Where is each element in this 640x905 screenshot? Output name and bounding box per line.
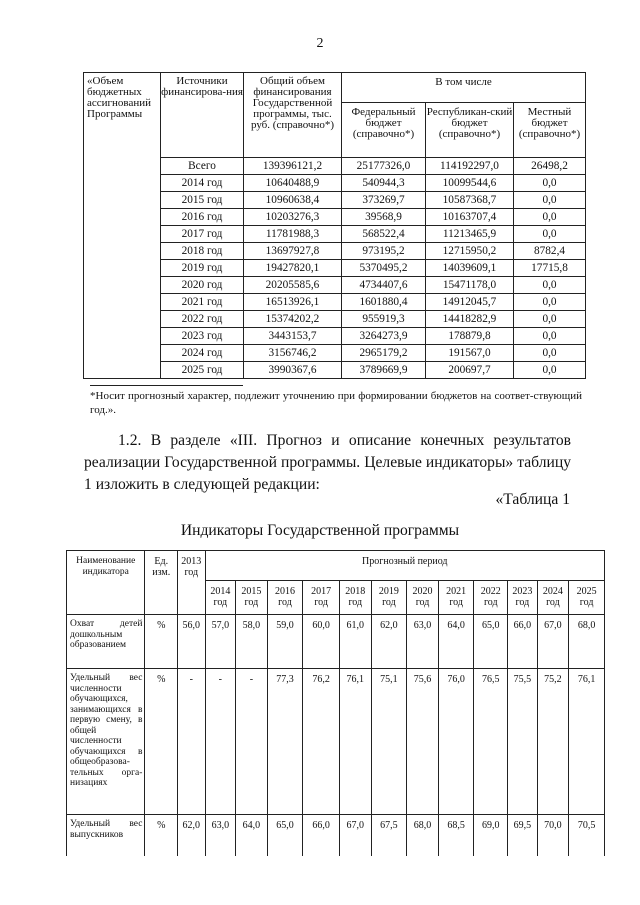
funding-head-local: Местный бюджет (справочно*) bbox=[514, 103, 586, 158]
funding-head-republic: Республикан-ский бюджет (справочно*) bbox=[426, 103, 514, 158]
funding-source-cell: Всего bbox=[161, 158, 244, 175]
indicator-value-cell: 76,2 bbox=[303, 669, 340, 815]
funding-federal-cell: 373269,7 bbox=[342, 192, 426, 209]
funding-local-cell: 0,0 bbox=[514, 345, 586, 362]
indicators-head-period: Прогнозный период bbox=[205, 551, 604, 581]
funding-local-cell: 0,0 bbox=[514, 175, 586, 192]
funding-total-cell: 15374202,2 bbox=[244, 311, 342, 328]
indicator-value-cell: 66,0 bbox=[508, 615, 538, 669]
funding-label-blank bbox=[84, 175, 161, 192]
funding-total-cell: 3990367,6 bbox=[244, 362, 342, 379]
indicator-value-cell: 57,0 bbox=[205, 615, 236, 669]
indicator-unit-cell: % bbox=[145, 815, 178, 857]
funding-local-cell: 17715,8 bbox=[514, 260, 586, 277]
funding-local-cell: 8782,4 bbox=[514, 243, 586, 260]
indicators-year-head: 2019 год bbox=[371, 581, 407, 615]
funding-source-cell: 2022 год bbox=[161, 311, 244, 328]
funding-federal-cell: 5370495,2 bbox=[342, 260, 426, 277]
funding-row bbox=[84, 345, 586, 362]
funding-federal-cell: 568522,4 bbox=[342, 226, 426, 243]
funding-republic-cell: 10587368,7 bbox=[426, 192, 514, 209]
funding-total-cell: 10203276,3 bbox=[244, 209, 342, 226]
funding-republic-cell: 11213465,9 bbox=[426, 226, 514, 243]
indicator-value-cell: 65,0 bbox=[267, 815, 303, 857]
indicator-value-cell: 68,0 bbox=[569, 615, 605, 669]
indicator-value-cell: - bbox=[236, 669, 268, 815]
funding-row bbox=[84, 226, 586, 243]
funding-total-cell: 19427820,1 bbox=[244, 260, 342, 277]
funding-republic-cell: 10099544,6 bbox=[426, 175, 514, 192]
funding-federal-cell: 955919,3 bbox=[342, 311, 426, 328]
indicators-head-name: Наименование индикатора bbox=[67, 551, 145, 615]
indicator-name-cell: Удельный вес выпускников bbox=[67, 815, 145, 857]
funding-source-cell: 2024 год bbox=[161, 345, 244, 362]
indicator-value-cell: 70,5 bbox=[569, 815, 605, 857]
funding-republic-cell: 114192297,0 bbox=[426, 158, 514, 175]
indicator-value-cell: 67,0 bbox=[340, 815, 372, 857]
indicators-year-head: 2016 год bbox=[267, 581, 303, 615]
funding-total-cell: 139396121,2 bbox=[244, 158, 342, 175]
table-caption: «Таблица 1 bbox=[495, 491, 570, 508]
funding-label-blank bbox=[84, 328, 161, 345]
indicator-unit-cell: % bbox=[145, 669, 178, 815]
indicator-value-cell: - bbox=[205, 669, 236, 815]
indicator-unit-cell: % bbox=[145, 615, 178, 669]
funding-republic-cell: 15471178,0 bbox=[426, 277, 514, 294]
funding-republic-cell: 191567,0 bbox=[426, 345, 514, 362]
indicators-year-head: 2015 год bbox=[236, 581, 268, 615]
funding-source-cell: 2025 год bbox=[161, 362, 244, 379]
funding-federal-cell: 25177326,0 bbox=[342, 158, 426, 175]
funding-republic-cell: 10163707,4 bbox=[426, 209, 514, 226]
funding-source-cell: 2017 год bbox=[161, 226, 244, 243]
funding-total-cell: 11781988,3 bbox=[244, 226, 342, 243]
indicator-value-cell: 66,0 bbox=[303, 815, 340, 857]
page-number: 2 bbox=[316, 36, 324, 51]
funding-label-blank bbox=[84, 192, 161, 209]
funding-federal-cell: 540944,3 bbox=[342, 175, 426, 192]
funding-federal-cell: 2965179,2 bbox=[342, 345, 426, 362]
funding-total-cell: 20205585,6 bbox=[244, 277, 342, 294]
funding-label-blank bbox=[84, 362, 161, 379]
funding-federal-cell: 973195,2 bbox=[342, 243, 426, 260]
funding-label-blank bbox=[84, 158, 161, 175]
funding-source-cell: 2019 год bbox=[161, 260, 244, 277]
indicator-value-cell: 75,5 bbox=[508, 669, 538, 815]
funding-local-cell: 0,0 bbox=[514, 362, 586, 379]
funding-total-cell: 13697927,8 bbox=[244, 243, 342, 260]
indicator-2013-cell: 56,0 bbox=[178, 615, 206, 669]
funding-label-blank bbox=[84, 209, 161, 226]
indicator-value-cell: 59,0 bbox=[267, 615, 303, 669]
indicator-row bbox=[67, 615, 605, 669]
indicators-head-unit: Ед. изм. bbox=[145, 551, 178, 615]
indicator-value-cell: 70,0 bbox=[537, 815, 569, 857]
funding-federal-cell: 1601880,4 bbox=[342, 294, 426, 311]
indicators-year-head: 2018 год bbox=[340, 581, 372, 615]
funding-source-cell: 2023 год bbox=[161, 328, 244, 345]
funding-row bbox=[84, 175, 586, 192]
funding-republic-cell: 200697,7 bbox=[426, 362, 514, 379]
funding-source-cell: 2014 год bbox=[161, 175, 244, 192]
indicator-name-cell: Удельный вес численности обучающихся, занимающихся в первую смену, в общей численности обучающихся в общеобразова-тельных орга-низациях bbox=[67, 669, 145, 815]
indicator-value-cell: 76,5 bbox=[474, 669, 508, 815]
funding-source-cell: 2016 год bbox=[161, 209, 244, 226]
indicator-row bbox=[67, 669, 605, 815]
funding-table bbox=[83, 72, 586, 379]
funding-source-cell: 2015 год bbox=[161, 192, 244, 209]
indicators-year-head: 2014 год bbox=[205, 581, 236, 615]
indicator-value-cell: 75,1 bbox=[371, 669, 407, 815]
indicator-value-cell: 64,0 bbox=[236, 815, 268, 857]
funding-republic-cell: 14912045,7 bbox=[426, 294, 514, 311]
indicator-value-cell: 75,2 bbox=[537, 669, 569, 815]
funding-source-cell: 2020 год bbox=[161, 277, 244, 294]
funding-row bbox=[84, 192, 586, 209]
body-paragraph: 1.2. В разделе «III. Прогноз и описание конечных результатов реализации Государственной программы. Целевые индикаторы» таблицу 1 изложить в следующей редакции: bbox=[84, 432, 571, 493]
funding-total-cell: 16513926,1 bbox=[244, 294, 342, 311]
indicators-head-2013: 2013 год bbox=[178, 551, 206, 615]
funding-head-including: В том числе bbox=[342, 73, 586, 103]
funding-republic-cell: 178879,8 bbox=[426, 328, 514, 345]
funding-republic-cell: 14418282,9 bbox=[426, 311, 514, 328]
funding-label-blank bbox=[84, 311, 161, 328]
funding-total-cell: 3156746,2 bbox=[244, 345, 342, 362]
indicators-year-head: 2017 год bbox=[303, 581, 340, 615]
indicator-value-cell: 64,0 bbox=[438, 615, 474, 669]
funding-row bbox=[84, 294, 586, 311]
funding-label-blank bbox=[84, 294, 161, 311]
indicator-value-cell: 65,0 bbox=[474, 615, 508, 669]
indicators-title: Индикаторы Государственной программы bbox=[180, 522, 460, 539]
funding-label-blank bbox=[84, 243, 161, 260]
funding-row bbox=[84, 362, 586, 379]
funding-total-cell: 10640488,9 bbox=[244, 175, 342, 192]
footnote-rule bbox=[90, 385, 243, 386]
indicator-value-cell: 69,5 bbox=[508, 815, 538, 857]
indicator-value-cell: 67,5 bbox=[371, 815, 407, 857]
funding-label-blank bbox=[84, 226, 161, 243]
funding-republic-cell: 14039609,1 bbox=[426, 260, 514, 277]
funding-row bbox=[84, 277, 586, 294]
indicator-2013-cell: - bbox=[178, 669, 206, 815]
funding-label: «Объем бюджетных ассигнований Программы bbox=[84, 73, 161, 158]
funding-federal-cell: 3264273,9 bbox=[342, 328, 426, 345]
indicator-value-cell: 77,3 bbox=[267, 669, 303, 815]
funding-federal-cell: 4734407,6 bbox=[342, 277, 426, 294]
funding-label-blank bbox=[84, 345, 161, 362]
indicator-value-cell: 60,0 bbox=[303, 615, 340, 669]
funding-head-federal: Федеральный бюджет (справочно*) bbox=[342, 103, 426, 158]
funding-local-cell: 0,0 bbox=[514, 209, 586, 226]
indicators-year-head: 2025 год bbox=[569, 581, 605, 615]
indicator-value-cell: 75,6 bbox=[407, 669, 439, 815]
indicators-year-head: 2023 год bbox=[508, 581, 538, 615]
funding-head-source: Источники финансирова-ния bbox=[161, 73, 244, 158]
indicators-year-head: 2021 год bbox=[438, 581, 474, 615]
indicators-year-head: 2022 год bbox=[474, 581, 508, 615]
indicator-value-cell: 58,0 bbox=[236, 615, 268, 669]
indicator-2013-cell: 62,0 bbox=[178, 815, 206, 857]
funding-republic-cell: 12715950,2 bbox=[426, 243, 514, 260]
indicator-value-cell: 63,0 bbox=[407, 615, 439, 669]
indicator-value-cell: 69,0 bbox=[474, 815, 508, 857]
funding-local-cell: 0,0 bbox=[514, 277, 586, 294]
footnote: *Носит прогнозный характер, подлежит уточнению при формировании бюджетов на соответ-ствующий год.». bbox=[90, 390, 582, 416]
funding-row bbox=[84, 260, 586, 277]
indicator-value-cell: 62,0 bbox=[371, 615, 407, 669]
indicators-table bbox=[66, 550, 605, 856]
funding-row bbox=[84, 328, 586, 345]
funding-source-cell: 2021 год bbox=[161, 294, 244, 311]
indicator-value-cell: 63,0 bbox=[205, 815, 236, 857]
funding-row bbox=[84, 158, 586, 175]
funding-source-cell: 2018 год bbox=[161, 243, 244, 260]
funding-federal-cell: 3789669,9 bbox=[342, 362, 426, 379]
indicator-name-cell: Охват детей дошкольным образованием bbox=[67, 615, 145, 669]
funding-local-cell: 0,0 bbox=[514, 311, 586, 328]
funding-row bbox=[84, 243, 586, 260]
indicator-value-cell: 61,0 bbox=[340, 615, 372, 669]
indicators-year-head: 2020 год bbox=[407, 581, 439, 615]
indicator-value-cell: 67,0 bbox=[537, 615, 569, 669]
indicator-row bbox=[67, 815, 605, 857]
indicator-value-cell: 76,0 bbox=[438, 669, 474, 815]
funding-row bbox=[84, 311, 586, 328]
funding-federal-cell: 39568,9 bbox=[342, 209, 426, 226]
funding-label-blank bbox=[84, 260, 161, 277]
indicator-value-cell: 68,0 bbox=[407, 815, 439, 857]
funding-local-cell: 26498,2 bbox=[514, 158, 586, 175]
funding-local-cell: 0,0 bbox=[514, 192, 586, 209]
funding-local-cell: 0,0 bbox=[514, 226, 586, 243]
indicators-year-head: 2024 год bbox=[537, 581, 569, 615]
funding-local-cell: 0,0 bbox=[514, 328, 586, 345]
funding-row bbox=[84, 209, 586, 226]
indicator-value-cell: 76,1 bbox=[340, 669, 372, 815]
indicator-value-cell: 68,5 bbox=[438, 815, 474, 857]
indicator-value-cell: 76,1 bbox=[569, 669, 605, 815]
funding-label-blank bbox=[84, 277, 161, 294]
funding-total-cell: 3443153,7 bbox=[244, 328, 342, 345]
funding-total-cell: 10960638,4 bbox=[244, 192, 342, 209]
funding-local-cell: 0,0 bbox=[514, 294, 586, 311]
funding-head-total: Общий объем финансирования Государственной программы, тыс. руб. (справочно*) bbox=[244, 73, 342, 158]
